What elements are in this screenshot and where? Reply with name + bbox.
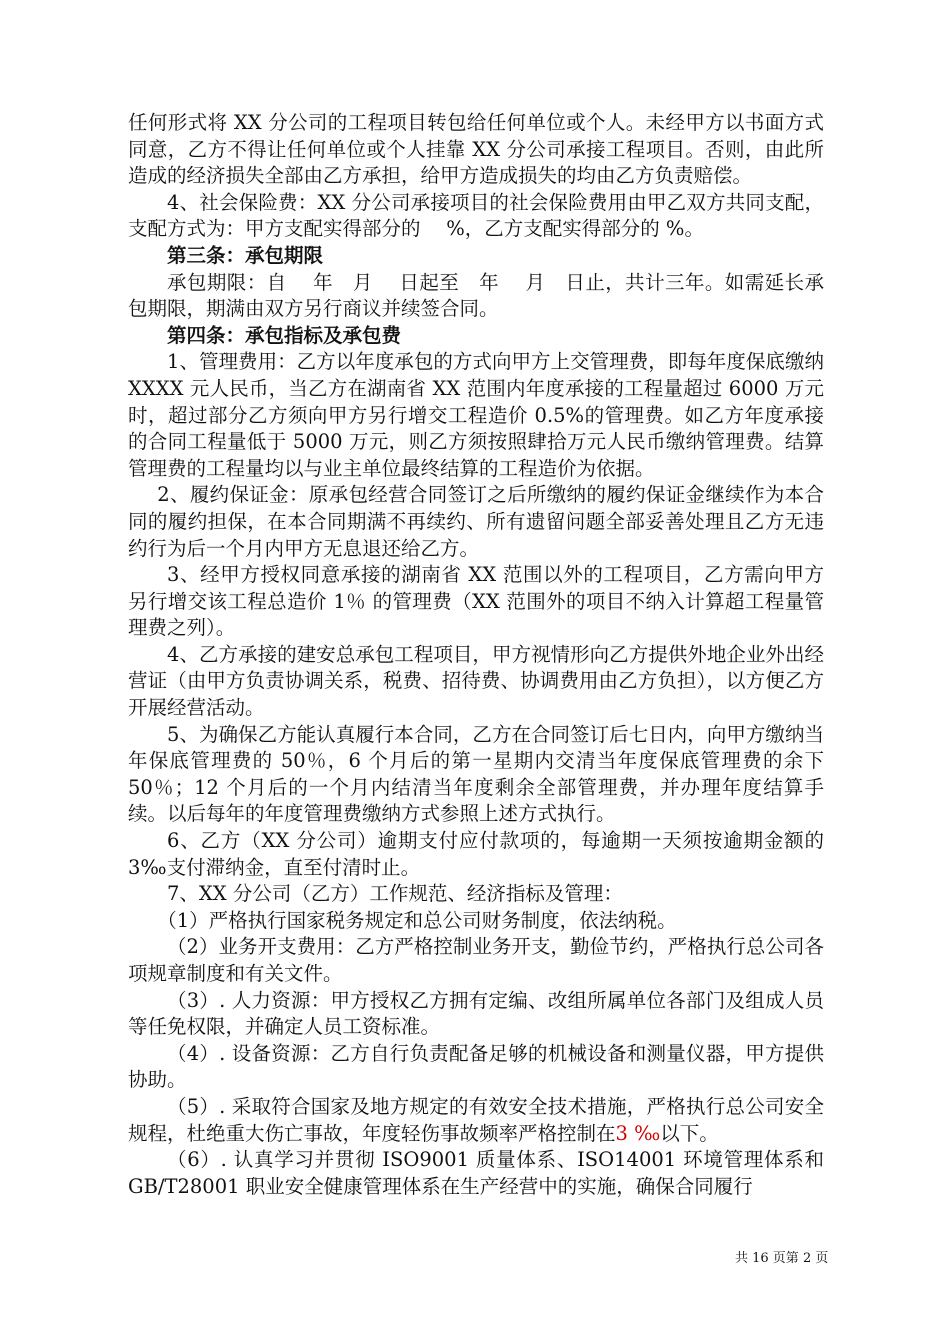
section-heading: 第四条：承包指标及承包费: [167, 323, 402, 347]
paragraph: （4）. 设备资源：乙方自行负责配备足够的机械设备和测量仪器，甲方提供协助。: [128, 1041, 824, 1092]
paragraph: 承包期限：自 年 月 日起至 年 月 日止，共计三年。如需延长承包期限，期满由双方另行商议并续签合同。: [128, 270, 824, 321]
paragraph: 2、履约保证金：原承包经营合同签订之后所缴纳的履约保证金继续作为本合同的履约担保，在本合同期满不再续约、所有遗留问题全部妥善处理且乙方无违约行为后一个月内甲方无息退还给乙方。: [128, 483, 824, 560]
paragraph: 任何形式将 XX 分公司的工程项目转包给任何单位或个人。未经甲方以书面方式同意，乙方不得让任何单位或个人挂靠 XX 分公司承接工程项目。否则，由此所造成的经济损失全部由乙方承担，给甲方造成损失的均由乙方负责赔偿。: [128, 111, 824, 188]
paragraph-iso: （6）. 认真学习并贯彻 ISO9001 质量体系、ISO14001 环境管理体系和 GB/T28001 职业安全健康管理体系在生产经营中的实施，确保合同履行: [128, 1148, 824, 1198]
paragraph: 5、为确保乙方能认真履行本合同，乙方在合同签订后七日内，向甲方缴纳当年保底管理费的 50％，6 个月后的第一星期内交清当年度保底管理费的余下 50％；12 个月后的一个月内结清当年度剩余全部管理费，并办理年度结算手续。以后每年的年度管理费缴纳方式参照上述方式执行。: [128, 722, 824, 826]
paragraph-safety-tail: 以下。: [660, 1121, 719, 1145]
paragraph: （2）业务开支费用：乙方严格控制业务开支，勤俭节约，严格执行总公司各项规章制度和有关文件。: [128, 935, 824, 985]
paragraph: 7、XX 分公司（乙方）工作规范、经济指标及管理：: [167, 882, 623, 906]
page-footer: 共 16 页第 2 页: [735, 1251, 829, 1266]
paragraph: 4、社会保险费：XX 分公司承接项目的社会保险费用由甲乙双方共同支配，支配方式为：甲方支配实得部分的 %，乙方支配实得部分的 %。: [128, 190, 824, 241]
paragraph-safety: [128, 1094, 824, 1147]
paragraph: （1）严格执行国家税务规定和总公司财务制度，依法纳税。: [157, 908, 677, 932]
paragraph: 3、经甲方授权同意承接的湖南省 XX 范围以外的工程项目，乙方需向甲方另行增交该工程总造价 1％ 的管理费（XX 范围外的项目不纳入计算超工程量管理费之列）。: [128, 563, 824, 640]
paragraph: 6、乙方（XX 分公司）逾期支付应付款项的，每逾期一天须按逾期金额的 3‰支付滞纳金，直至付清时止。: [128, 829, 824, 879]
paragraph: 1、管理费用：乙方以年度承包的方式向甲方上交管理费，即每年度保底缴纳 XXXX 元人民币，当乙方在湖南省 XX 范围内年度承接的工程量超过 6000 万元时，超过部分乙方须向甲方另行增交工程造价 0.5%的管理费。如乙方年度承接的合同工程量低于 5000 万元，则乙方须按照肆拾万元人民币缴纳管理费。结算管理费的工程量均以与业主单位最终结算的工程造价为依据。: [128, 350, 824, 480]
section-heading: 第三条：承包期限: [167, 243, 324, 267]
paragraph-list: [128, 110, 824, 1094]
document-body: [128, 110, 824, 1200]
paragraph-safety-text: （5）. 采取符合国家及地方规定的有效安全技术措施，严格执行总公司安全规程，杜绝重大伤亡事故，年度轻伤事故频率严格控制在: [128, 1094, 824, 1145]
injury-rate-highlight: 3 ‰: [615, 1121, 661, 1145]
paragraph: （3）. 人力资源：甲方授权乙方拥有定编、改组所属单位各部门及组成人员等任免权限，并确定人员工资标准。: [128, 988, 824, 1039]
paragraph: 4、乙方承接的建安总承包工程项目，甲方视情形向乙方提供外地企业外出经营证（由甲方负责协调关系，税费、招待费、协调费用由乙方负担），以方便乙方开展经营活动。: [128, 642, 824, 720]
